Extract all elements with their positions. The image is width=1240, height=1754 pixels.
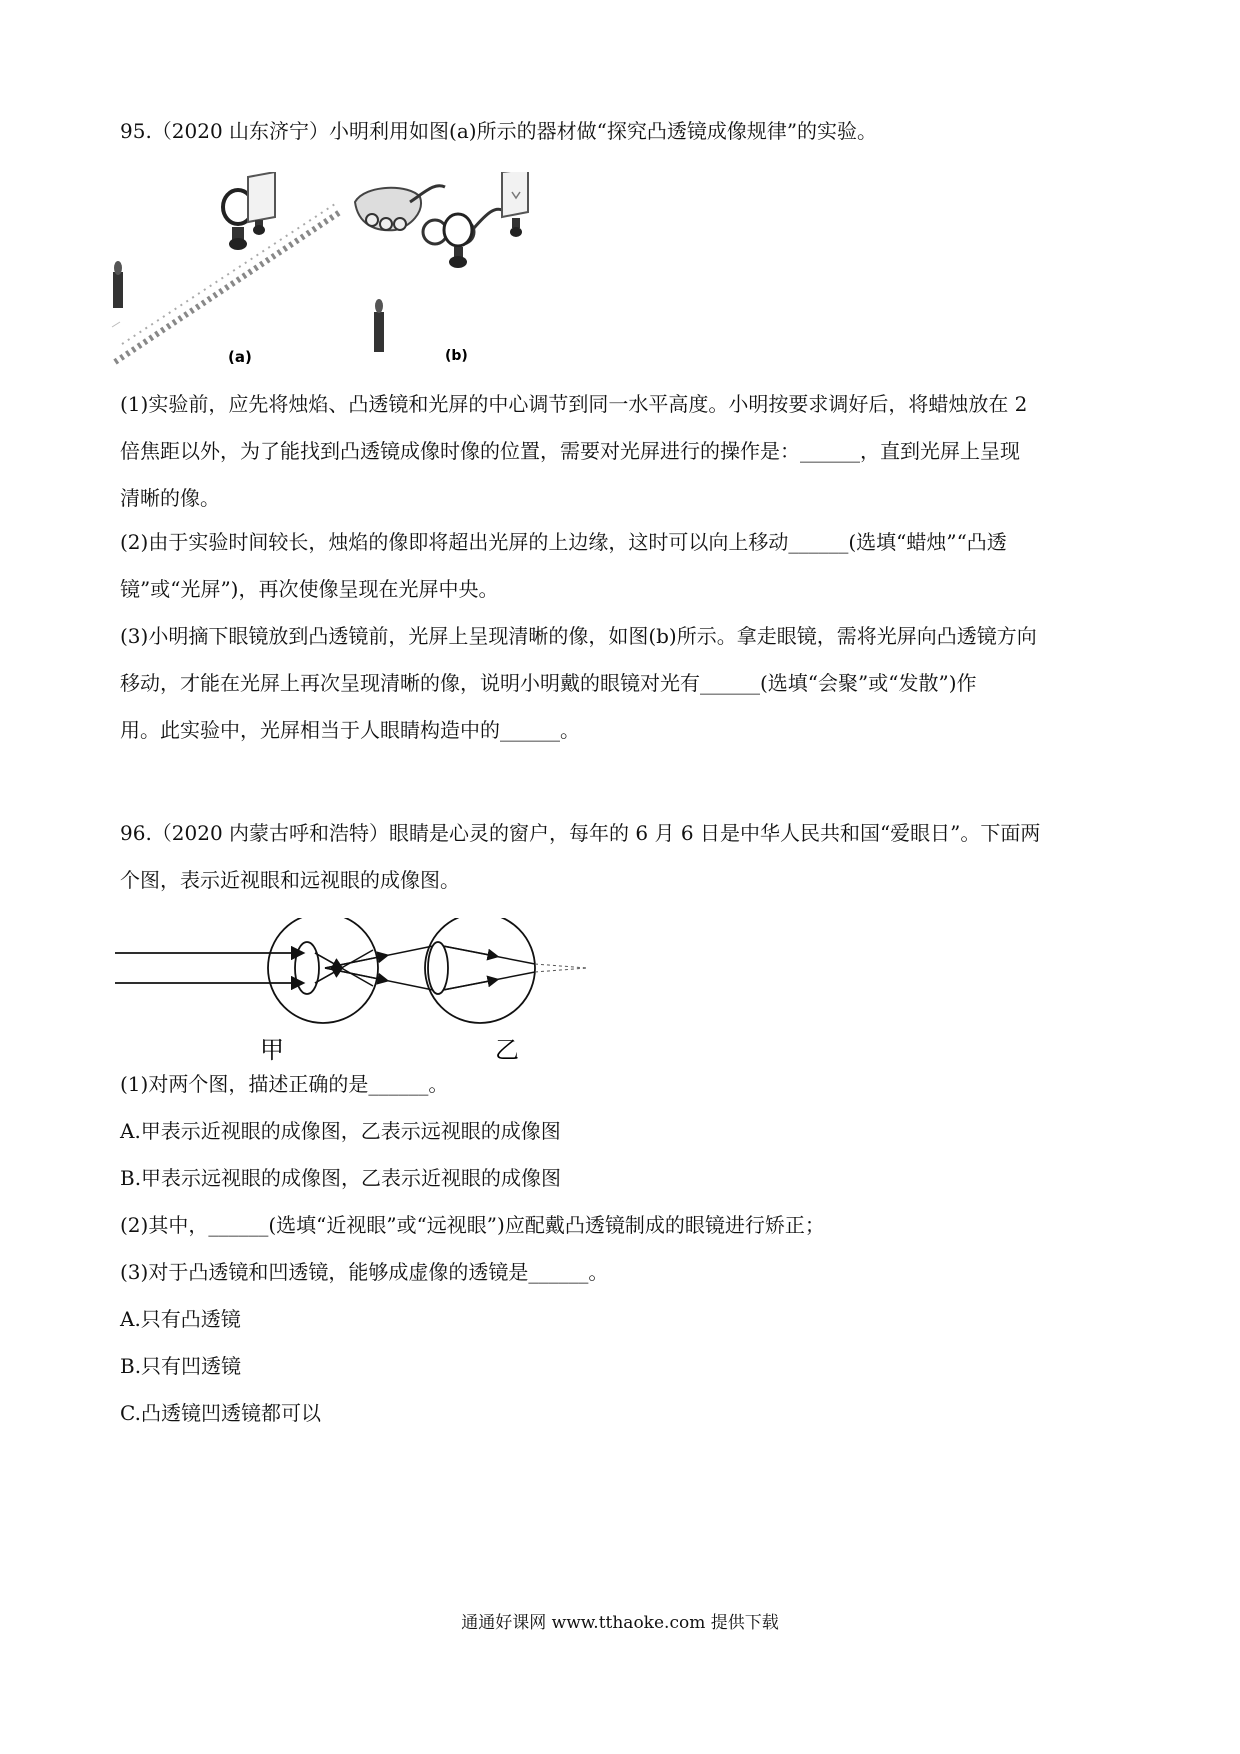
q95-line-3: 清晰的像。 — [120, 486, 220, 510]
light-screen-icon — [248, 172, 275, 235]
convex-lens-b-icon — [444, 214, 472, 268]
q96-line-3: (3)对于凸透镜和凹透镜，能够成虚像的透镜是______。 — [120, 1260, 609, 1284]
q95-line-6: (3)小明摘下眼镜放到凸透镜前，光屏上呈现清晰的像，如图(b)所示。拿走眼镜，需将光屏向凸透镜方向 — [120, 624, 1037, 648]
q95-line-1: (1)实验前，应先将烛焰、凸透镜和光屏的中心调节到同一水平高度。小明按要求调好后，将蜡烛放在 2 — [120, 392, 1028, 416]
q96-header-line-1: 96.（2020 内蒙古呼和浩特）眼睛是心灵的窗户，每年的 6 月 6 日是中华人民共和国“爱眼日”。下面两 — [120, 821, 1041, 845]
q95-line-4: (2)由于实验时间较长，烛焰的像即将超出光屏的上边缘，这时可以向上移动______(选填“蜡烛”“凸透 — [120, 530, 1007, 554]
q96-header-line-2: 个图，表示近视眼和远视眼的成像图。 — [120, 868, 460, 892]
figure-label-yi: 乙 — [495, 1036, 519, 1063]
figure-label-jia: 甲 — [260, 1036, 284, 1063]
q96-option-b: B.甲表示远视眼的成像图，乙表示近视眼的成像图 — [120, 1166, 562, 1190]
hand-icon — [355, 186, 445, 231]
light-screen-b-icon — [502, 172, 528, 237]
figure-label-a: (a) — [228, 348, 252, 366]
figure-label-b: (b) — [445, 348, 468, 364]
q96-line-1: (1)对两个图，描述正确的是______。 — [120, 1072, 449, 1096]
candle-icon — [113, 261, 123, 308]
q95-header: 95.（2020 山东济宁）小明利用如图(a)所示的器材做“探究凸透镜成像规律”的实验。 — [120, 119, 878, 143]
optical-bench-rail — [112, 204, 340, 362]
q96-option-a: A.甲表示近视眼的成像图，乙表示远视眼的成像图 — [120, 1119, 561, 1143]
q96-option-3b: B.只有凹透镜 — [120, 1354, 242, 1378]
q96-eye-diagrams — [115, 918, 595, 1063]
q95-line-2: 倍焦距以外，为了能找到凸透镜成像时像的位置，需要对光屏进行的操作是：______，直到光屏上呈现 — [120, 439, 1020, 463]
candle-b-icon — [374, 299, 384, 352]
q95-line-7: 移动，才能在光屏上再次呈现清晰的像，说明小明戴的眼镜对光有______(选填“会聚”或“发散”)作 — [120, 671, 977, 695]
eye-diagram-yi — [325, 918, 587, 1023]
q95-line-5: 镜”或“光屏”)，再次使像呈现在光屏中央。 — [120, 577, 499, 601]
q96-line-2: (2)其中，______(选填“近视眼”或“远视眼”)应配戴凸透镜制成的眼镜进行矫正； — [120, 1213, 825, 1237]
q96-option-3a: A.只有凸透镜 — [120, 1307, 241, 1331]
page-footer: 通通好课网 www.tthaoke.com 提供下载 — [461, 1613, 779, 1633]
q95-apparatus-figure — [110, 172, 540, 377]
q95-line-8: 用。此实验中，光屏相当于人眼睛构造中的______。 — [120, 718, 580, 742]
q96-option-3c: C.凸透镜凹透镜都可以 — [120, 1401, 321, 1425]
